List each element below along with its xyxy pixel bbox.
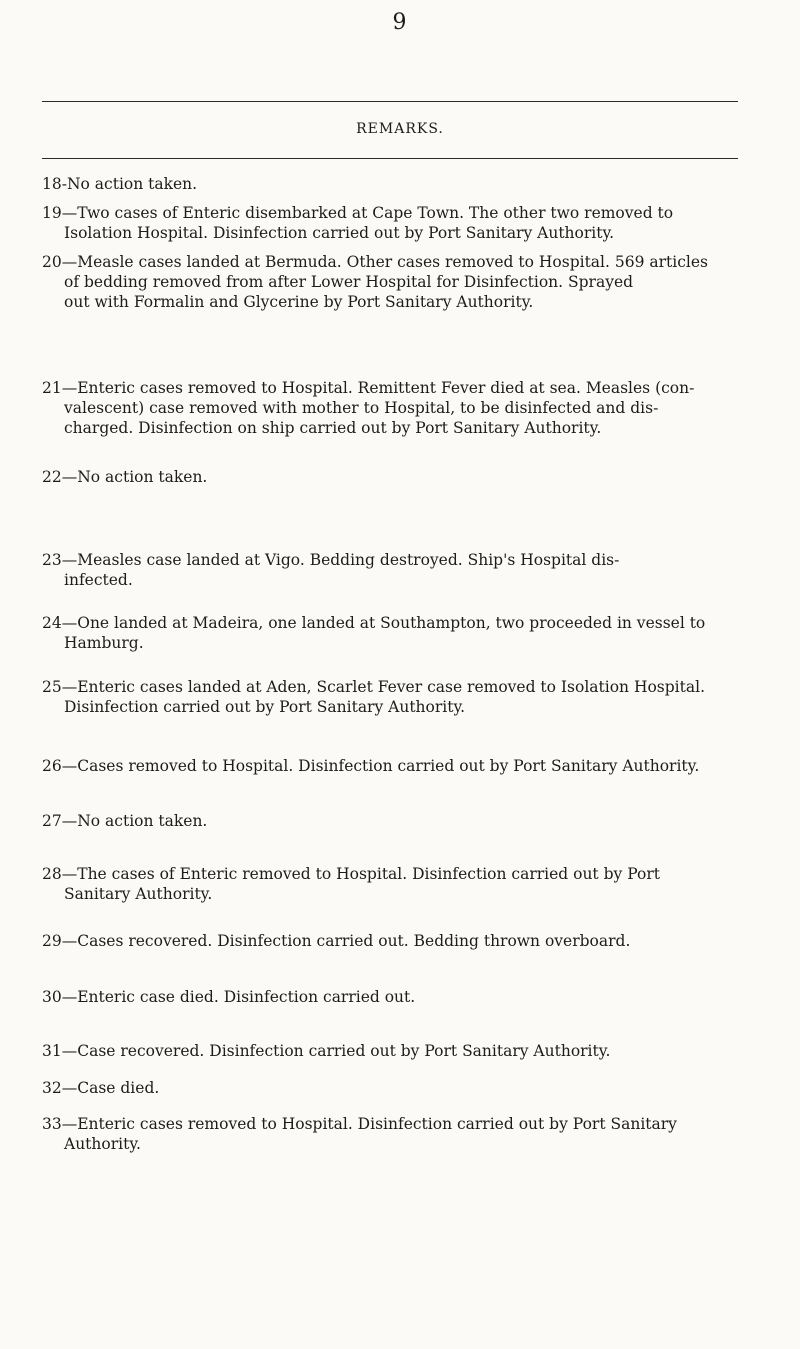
remark-line: —One landed at Madeira, one landed at Southampton, two proceeded in vessel to [61,614,706,632]
remark-line: out with Formalin and Glycerine by Port Sanitary Authority. [64,293,534,311]
remark-line: —The cases of Enteric removed to Hospital. Disinfection carried out by Port [61,865,660,883]
remark-number: 33 [42,1115,62,1133]
remark-number: 23 [42,551,62,569]
remark-29 [42,931,742,951]
remark-line: Isolation Hospital. Disinfection carried out by Port Sanitary Authority. [64,224,615,242]
page-number: 9 [392,10,408,35]
remark-number: 26 [42,757,62,775]
remark-line: —Measle cases landed at Bermuda. Other cases removed to Hospital. 569 articles [61,253,708,271]
remark-number: 19 [42,204,62,222]
remark-32 [42,1078,742,1098]
remark-line: —Two cases of Enteric disembarked at Cape Town. The other two removed to [61,204,674,222]
remark-22 [42,467,742,487]
remark-line: —Measles case landed at Vigo. Bedding destroyed. Ship's Hospital dis- [61,551,620,569]
remark-number: 21 [42,379,62,397]
remark-28 [42,864,742,904]
remark-line: Hamburg. [64,634,144,652]
header-rule-top [42,101,738,102]
remark-line: valescent) case removed with mother to Hospital, to be disinfected and dis- [64,399,659,417]
remark-line: -No action taken. [61,175,198,193]
remark-number: 25 [42,678,62,696]
remark-line: infected. [64,571,133,589]
remark-27 [42,811,742,831]
remark-line: —No action taken. [61,468,208,486]
remark-line: —Cases recovered. Disinfection carried out. Bedding thrown overboard. [61,932,631,950]
remark-number: 24 [42,614,62,632]
header-rule-bottom [42,158,738,159]
remark-line: —Enteric cases removed to Hospital. Remittent Fever died at sea. Measles (con- [61,379,695,397]
remark-line: —No action taken. [61,812,208,830]
remark-line: —Case recovered. Disinfection carried out by Port Sanitary Authority. [61,1042,611,1060]
remark-31 [42,1041,742,1061]
remark-number: 32 [42,1079,62,1097]
remark-line: —Enteric cases removed to Hospital. Disinfection carried out by Port Sanitary [61,1115,677,1133]
remark-number: 18 [42,175,62,193]
remark-21 [42,378,742,438]
remark-33 [42,1114,742,1154]
remark-number: 22 [42,468,62,486]
remark-line: —Case died. [61,1079,160,1097]
remark-25 [42,677,742,717]
remark-number: 31 [42,1042,62,1060]
remark-line: charged. Disinfection on ship carried out by Port Sanitary Authority. [64,419,602,437]
remark-line: Disinfection carried out by Port Sanitary Authority. [64,698,466,716]
remark-number: 29 [42,932,62,950]
remark-18 [42,174,742,194]
remark-line: of bedding removed from after Lower Hospital for Disinfection. Sprayed [64,273,634,291]
remark-30 [42,987,742,1007]
remark-line: —Enteric case died. Disinfection carried out. [61,988,416,1006]
remark-19 [42,203,742,243]
remark-line: —Cases removed to Hospital. Disinfection carried out by Port Sanitary Authority. [61,757,700,775]
remark-number: 28 [42,865,62,883]
remark-number: 20 [42,253,62,271]
remarks-heading: REMARKS. [356,121,444,137]
remark-26 [42,756,742,776]
remark-line: —Enteric cases landed at Aden, Scarlet Fever case removed to Isolation Hospital. [61,678,705,696]
remark-line: Authority. [64,1135,141,1153]
remark-24 [42,613,742,653]
remark-20 [42,252,742,312]
remark-number: 30 [42,988,62,1006]
remark-line: Sanitary Authority. [64,885,213,903]
remark-number: 27 [42,812,62,830]
remark-23 [42,550,742,590]
